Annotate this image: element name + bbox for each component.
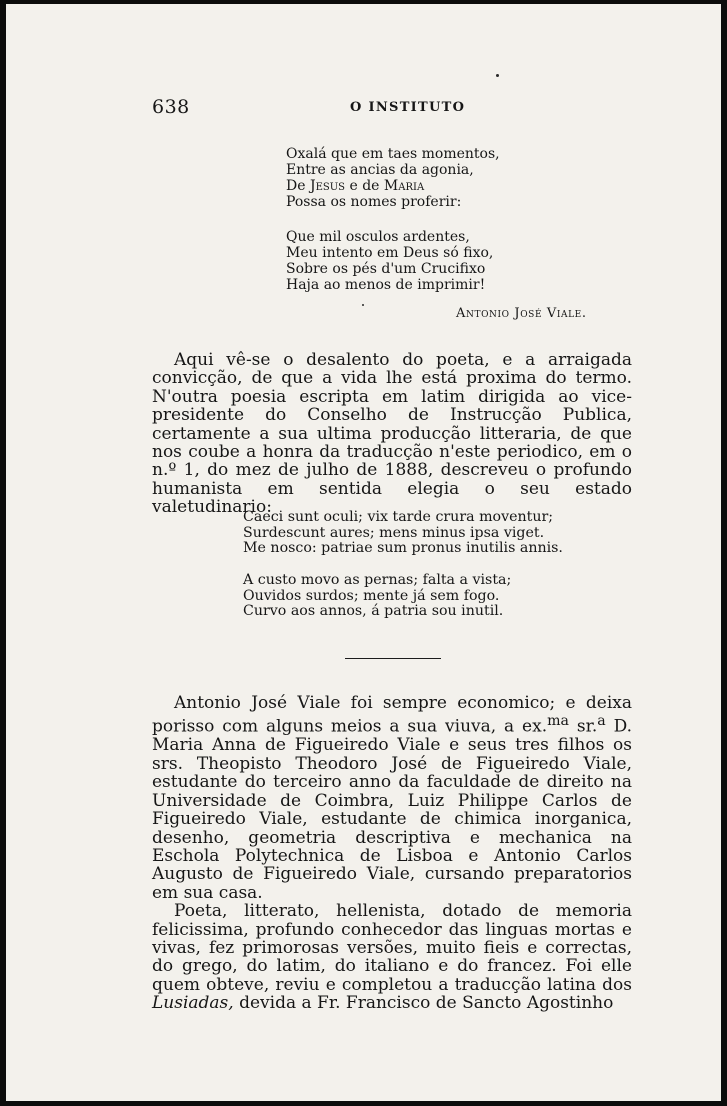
poem-line: Sobre os pés d'um Crucifixo [286, 261, 486, 277]
poem-line: Que mil osculos ardentes, [286, 229, 470, 245]
portuguese-verse [243, 573, 563, 620]
poem-line: Haja ao menos de imprimir! [286, 277, 486, 293]
poem-line: Entre as ancias da agonia, [286, 162, 474, 178]
poem-line: Oxalá que em taes momentos, [286, 146, 500, 162]
name-maria: Maria [383, 178, 425, 194]
verse-line: Ouvidos surdos; mente já sem fogo. [243, 587, 500, 604]
latin-verse [243, 510, 563, 557]
name-jesus: Jesus [309, 178, 346, 194]
section-divider [345, 658, 441, 659]
running-header [152, 96, 632, 120]
poem-line: Meu intento em Deus só fixo, [286, 245, 494, 261]
verse-line: A custo movo as pernas; falta a vista; [243, 572, 512, 588]
page-number: 638 [152, 96, 190, 118]
poem-stanza-2 [286, 229, 586, 293]
page [6, 4, 721, 1101]
paper-speck [362, 304, 364, 306]
paragraph-3: Poeta, litterato, hellenista, dotado de memoria felicissima, profundo conhecedor das linguas mortas e vivas, fez primorosas versões, muito fieis e correctas, do grego, do latim, do italiano e do francez. Foi elle quem obteve, reviu e completou a traducção latina dos Lusiadas, devida a Fr. Francisco de Sancto Agostinho [152, 901, 632, 1014]
journal-title: O INSTITUTO [350, 100, 466, 115]
paragraph-2: Antonio José Viale foi sempre economico; e deixa porisso com alguns meios a sua viuva, a ex.$^{ma}$ sr.$^a$ D. Maria Anna de Figueiredo Viale e seus tres filhos os srs. Theopisto Theodoro José de Figueiredo Viale, estudante do terceiro anno da faculdade de direito na Universidade de Coimbra, Luiz Philippe Carlos de Figueiredo Viale, estudante de chimica inorganica, desenho, geometria descriptiva e mechanica na Eschola Polytechnica de Lisboa e Antonio Carlos Augusto de Figueiredo Viale, cursando preparatorios em sua casa. [152, 693, 632, 903]
paper-speck [496, 74, 499, 77]
poem-line: Possa os nomes proferir: [286, 194, 462, 210]
verse-line: Curvo aos annos, á patria sou inutil. [243, 603, 504, 620]
paragraph-2-3 [152, 694, 632, 1013]
lusiadas-title: Lusiadas, [152, 993, 234, 1014]
verse-line: Me nosco: patriae sum pronus inutilis annis. [243, 540, 563, 557]
poem-signature: Antonio José Viale. [456, 306, 587, 321]
verse-line: Caeci sunt oculi; vix tarde crura moventur; [243, 509, 554, 525]
paragraph-1: Aqui vê-se o desalento do poeta, e a arraigada convicção, de que a vida lhe está proxima do termo. N'outra poesia escripta em latim dirigida ao vice-presidente do Conselho de Instrucção Publica, certamente a sua ultima producção litteraria, de que nos coube a honra da traducção n'este periodico, em o n.º 1, do mez de julho de 1888, descreveu o profundo humanista em sentida elegia o seu estado valetudinario: [152, 350, 632, 518]
verse-line: Surdescunt aures; mens minus ipsa viget. [243, 524, 545, 541]
poem-line: De Jesus e de Maria [286, 178, 425, 194]
poem-stanza-1 [286, 146, 586, 210]
